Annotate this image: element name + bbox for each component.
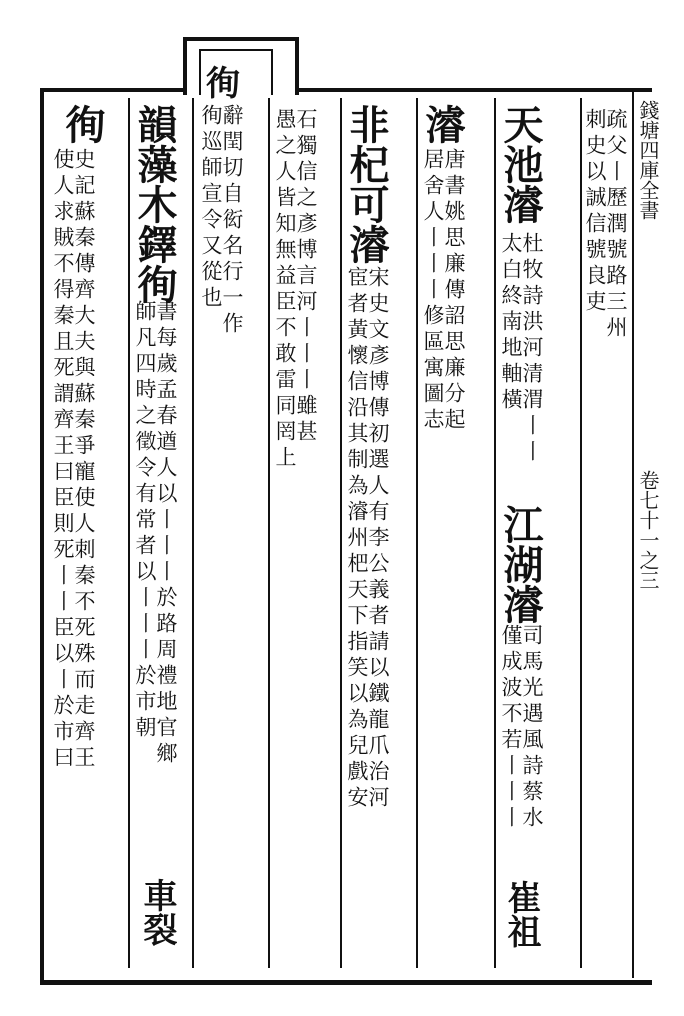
text-column-5: 石獨信之彥博言河丨丨丨雖甚 愚之人皆知無益臣不敢雷同罔上 xyxy=(273,108,318,472)
column-rule xyxy=(268,98,270,968)
volume-label: 卷七十一之三 xyxy=(636,470,660,590)
text-column-2-tail: 崔祖 xyxy=(501,880,541,948)
book-title: 錢塘四庫全書 xyxy=(636,100,660,220)
column-rule xyxy=(192,98,194,968)
text-column-2-notes: 杜牧詩洪河清渭丨丨 太白終南地軸橫 xyxy=(499,232,544,466)
text-column-2: 天池濬 xyxy=(497,104,544,224)
column-rule xyxy=(128,98,130,968)
text-column-3: 濬 xyxy=(419,104,466,144)
text-column-8-notes: 史記蘇秦傳齊大夫與蘇秦爭寵使人刺秦不死殊而走齊王 使人求賊不得秦且死謂齊王曰臣則死丨丨臣以丨於市曰 xyxy=(51,148,96,772)
text-column-1: 疏父丨歷潤號路三州 刺史以誠信號良吏 xyxy=(583,108,628,342)
text-column-3-notes: 唐書姚思廉傳詔思廉分起 居舍人丨丨丨修區寓圖志 xyxy=(421,148,466,434)
text-column-6: 辭閏切自衒名行一作 徇巡師宣令又從也 xyxy=(199,104,244,338)
column-rule xyxy=(340,98,342,968)
column-rule xyxy=(580,98,582,968)
text-column-4: 非杞可濬 xyxy=(343,104,390,264)
column-rule xyxy=(494,98,496,968)
tab-character: 徇 xyxy=(206,64,240,104)
text-column-7-notes: 書每歲孟春遒人以丨丨丨於路周禮地官鄉 師凡四時之徵令有常者以丨丨丨於市朝 xyxy=(133,300,178,768)
text-column-2-notes2: 司馬光遇風詩蔡水 僅成波不若丨丨丨 xyxy=(499,624,544,832)
text-column-8: 徇 xyxy=(59,104,106,144)
text-column-4-notes: 宋史文彥博傳初選人有李公義者請以鐵龍爪治河 宦者黃懷信沿其制為濬州杷天下指笑以為兒戲安 xyxy=(345,266,390,812)
text-column-2-head2: 江湖濬 xyxy=(497,504,544,624)
text-column-7-tail: 車裂 xyxy=(137,878,177,946)
column-rule xyxy=(416,98,418,968)
text-column-7: 韻藻木鐸徇 xyxy=(131,104,178,304)
